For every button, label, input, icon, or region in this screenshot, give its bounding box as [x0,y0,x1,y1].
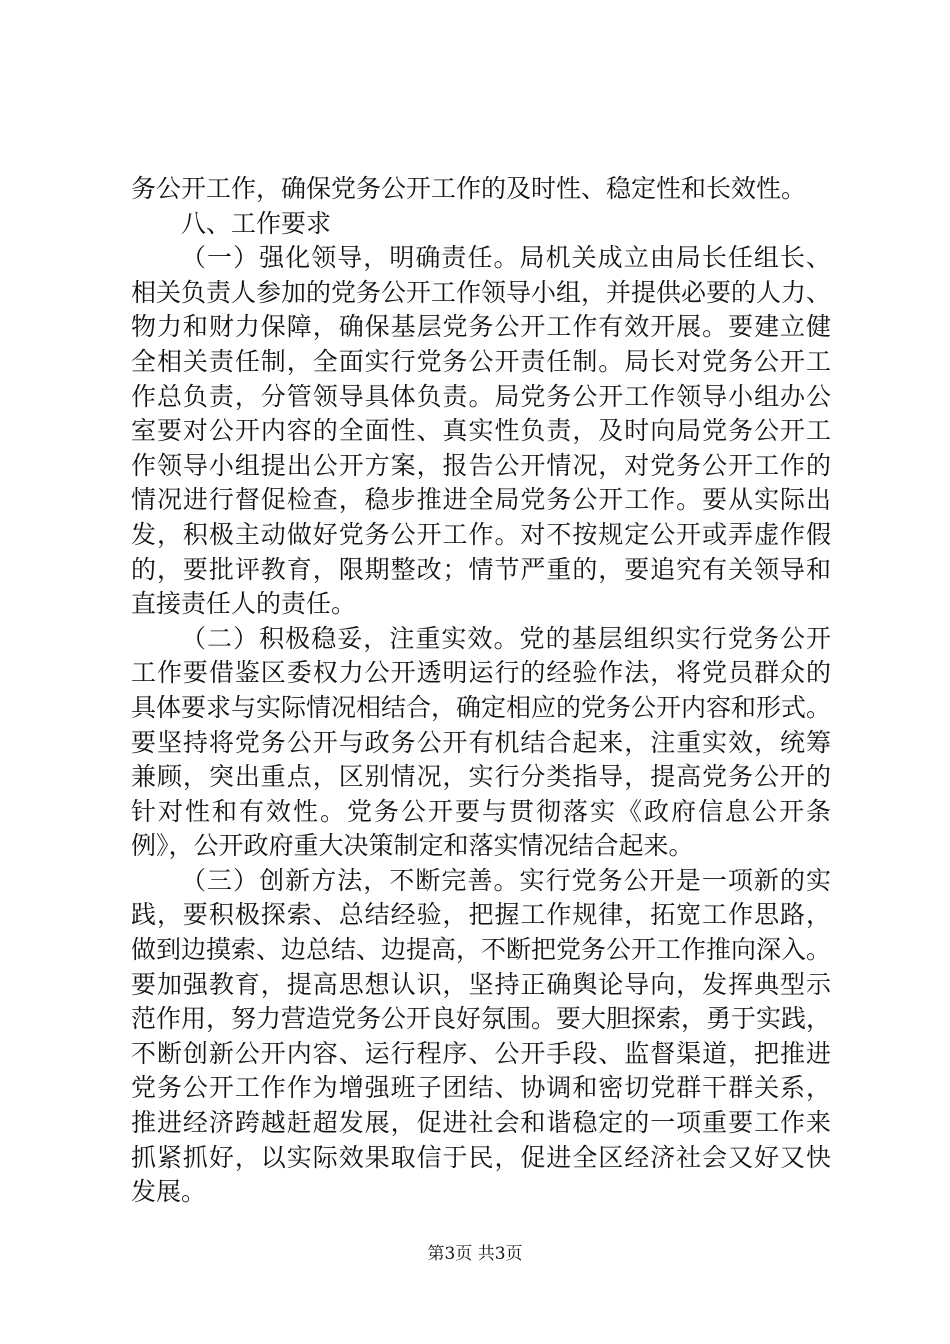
page-footer: 第3页 共3页 [427,1244,523,1264]
text-line: 发，积极主动做好党务公开工作。对不按规定公开或弄虚作假 [131,519,831,549]
text-line: 作领导小组提出公开方案，报告公开情况，对党务公开工作的 [131,450,831,480]
text-line: 推进经济跨越赶超发展，促进社会和谐稳定的一项重要工作来 [131,1108,831,1138]
text-line: 针对性和有效性。党务公开要与贯彻落实《政府信息公开条 [131,796,831,826]
text-line: 相关负责人参加的党务公开工作领导小组，并提供必要的人力、 [131,277,832,307]
text-line: 要加强教育，提高思想认识，坚持正确舆论导向，发挥典型示 [131,969,831,999]
text-line: 范作用，努力营造党务公开良好氛围。要大胆探索，勇于实践， [131,1004,832,1034]
text-line: 要坚持将党务公开与政务公开有机结合起来，注重实效，统筹 [131,727,831,757]
document-body [131,172,831,1210]
text-line: 室要对公开内容的全面性、真实性负责，及时向局党务公开工 [131,416,831,446]
text-line: 党务公开工作作为增强班子团结、协调和密切党群干群关系， [131,1073,831,1103]
text-line: 工作要借鉴区委权力公开透明运行的经验作法，将党员群众的 [131,658,831,688]
text-line: （一）强化领导，明确责任。局机关成立由局长任组长、 [181,243,831,273]
text-line: 具体要求与实际情况相结合，确定相应的党务公开内容和形式。 [131,692,832,722]
section-heading: 八、工作要求 [181,208,332,238]
text-line: 的，要批评教育，限期整改；情节严重的，要追究有关领导和 [131,554,831,584]
text-line: 兼顾，突出重点，区别情况，实行分类指导，提高党务公开的 [131,762,831,792]
text-line: 情况进行督促检查，稳步推进全局党务公开工作。要从实际出 [131,485,831,515]
text-line: 不断创新公开内容、运行程序、公开手段、监督渠道，把推进 [131,1038,831,1068]
text-line: 直接责任人的责任。 [131,589,357,619]
text-line: 发展。 [131,1177,207,1207]
text-line: 践，要积极探索、总结经验，把握工作规律，拓宽工作思路， [131,900,831,930]
text-line: 作总负责，分管领导具体负责。局党务公开工作领导小组办公 [131,381,831,411]
text-line: （三）创新方法，不断完善。实行党务公开是一项新的实 [181,865,831,895]
text-line: 务公开工作，确保党务公开工作的及时性、稳定性和长效性。 [131,174,807,203]
text-line: 做到边摸索、边总结、边提高，不断把党务公开工作推向深入。 [131,935,832,965]
text-line: （二）积极稳妥，注重实效。党的基层组织实行党务公开 [181,623,831,653]
text-line: 例》，公开政府重大决策制定和落实情况结合起来。 [131,831,694,861]
text-line: 物力和财力保障，确保基层党务公开工作有效开展。要建立健 [131,312,831,342]
text-line: 抓紧抓好，以实际效果取信于民，促进全区经济社会又好又快 [131,1142,831,1172]
text-line: 全相关责任制，全面实行党务公开责任制。局长对党务公开工 [131,346,831,376]
